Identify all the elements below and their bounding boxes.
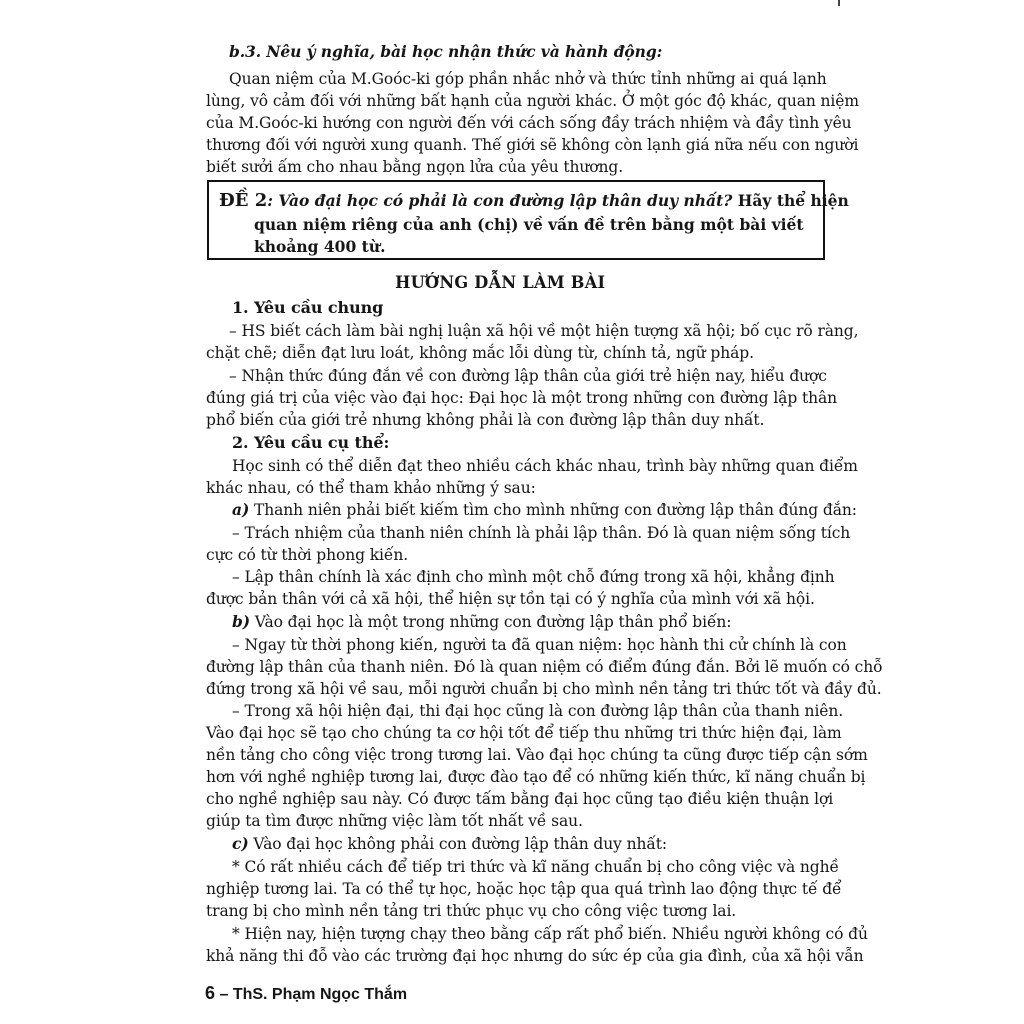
- author-name: ThS. Phạm Ngọc Thắm: [232, 986, 408, 1003]
- req-general-line-5: phổ biến của giới trẻ nhưng không phải là con đường lập thân duy nhất.: [206, 411, 765, 429]
- b-line-7: hơn với nghề nghiệp tương lai, được đào tạo để có những kiến thức, kĩ năng chuẩn bị: [206, 768, 866, 786]
- point-b-text: Vào đại học là một trong những con đường lập thân phổ biến:: [249, 613, 732, 631]
- req-specific-line-2: khác nhau, có thể tham khảo những ý sau:: [206, 479, 536, 497]
- b3-line-1: Quan niệm của M.Goóc-ki góp phần nhắc nhở và thức tỉnh những ai quá lạnh: [229, 70, 827, 88]
- a-line-2: cực có từ thời phong kiến.: [206, 546, 409, 564]
- b-line-1: – Ngay từ thời phong kiến, người ta đã quan niệm: học hành thi cử chính là con: [232, 636, 847, 654]
- a-line-1: – Trách nhiệm của thanh niên chính là phải lập thân. Đó là quan niệm sống tích: [232, 524, 851, 542]
- prompt-box: [207, 180, 849, 260]
- a-line-3: – Lập thân chính là xác định cho mình một chỗ đứng trong xã hội, khẳng định: [232, 568, 835, 586]
- prompt-label: ĐỀ 2: [219, 190, 268, 211]
- point-a: [232, 500, 857, 520]
- prompt-line-1-rest: Hãy thể hiện: [732, 191, 849, 210]
- prompt-line-3: khoảng 400 từ.: [254, 237, 386, 256]
- c-line-4: * Hiện nay, hiện tượng chạy theo bằng cấp rất phổ biến. Nhiều người không có đủ: [232, 925, 868, 943]
- point-b-label: b): [232, 612, 250, 631]
- c-line-5: khả năng thi đỗ vào các trường đại học nhưng do sức ép của gia đình, của xã hội vẫn: [206, 947, 864, 965]
- b-line-8: cho nghề nghiệp sau này. Có được tấm bằng đại học cũng tạo điều kiện thuận lợi: [206, 790, 834, 808]
- b-line-2: đường lập thân của thanh niên. Đó là quan niệm có điểm đúng đắn. Bởi lẽ muốn có chỗ: [206, 658, 883, 676]
- req-general-line-3: – Nhận thức đúng đắn về con đường lập thân của giới trẻ hiện nay, hiểu được: [229, 367, 827, 385]
- point-a-text: Thanh niên phải biết kiếm tìm cho mình những con đường lập thân đúng đắn:: [249, 501, 857, 519]
- req-general-line-1: – HS biết cách làm bài nghị luận xã hội về một hiện tượng xã hội; bố cục rõ ràng,: [229, 322, 859, 340]
- b-line-5: Vào đại học sẽ tạo cho chúng ta cơ hội tốt để tiếp thu những tri thức hiện đại, làm: [206, 724, 842, 742]
- c-line-1: * Có rất nhiều cách để tiếp tri thức và kĩ năng chuẩn bị cho công việc và nghề: [232, 858, 839, 876]
- point-c-text: Vào đại học không phải con đường lập thân duy nhất:: [248, 835, 668, 853]
- req-specific-line-1: Học sinh có thể diễn đạt theo nhiều cách khác nhau, trình bày những quan điểm: [232, 457, 858, 475]
- guide-title: HƯỚNG DẪN LÀM BÀI: [395, 273, 606, 292]
- req-specific-heading: 2. Yêu cầu cụ thể:: [232, 433, 390, 452]
- point-a-label: a): [232, 500, 250, 519]
- b3-line-2: lùng, vô cảm đối với những bất hạnh của người khác. Ở một góc độ khác, quan niệm: [206, 92, 859, 110]
- b3-line-4: thương đối với người xung quanh. Thế giới sẽ không còn lạnh giá nữa nếu con người: [206, 136, 859, 154]
- b-line-6: nền tảng cho công việc trong tương lai. Vào đại học chúng ta cũng được tiếp cận sớm: [206, 746, 868, 764]
- page-footer: [205, 983, 407, 1004]
- c-line-3: trang bị cho mình nền tảng tri thức phục vụ cho công việc tương lai.: [206, 902, 737, 920]
- point-b: [232, 612, 731, 632]
- b-line-9: giúp ta tìm được những việc làm tốt nhất về sau.: [206, 812, 583, 830]
- point-c: [232, 834, 667, 854]
- b-line-4: – Trong xã hội hiện đại, thi đại học cũng là con đường lập thân của thanh niên.: [232, 702, 844, 720]
- b-line-3: đứng trong xã hội về sau, mỗi người chuẩn bị cho mình nền tảng tri thức tốt và đầy đủ.: [206, 680, 882, 698]
- section-b3-heading: b.3. Nêu ý nghĩa, bài học nhận thức và hành động:: [229, 42, 663, 61]
- edge-mark: [838, 0, 840, 6]
- b3-line-3: của M.Goóc-ki hướng con người đến với cách sống đầy trách nhiệm và đầy tình yêu: [206, 114, 852, 132]
- req-general-line-2: chặt chẽ; diễn đạt lưu loát, không mắc lỗi dùng từ, chính tả, ngữ pháp.: [206, 344, 754, 362]
- point-c-label: c): [232, 834, 249, 853]
- c-line-2: nghiệp tương lai. Ta có thể tự học, hoặc học tập qua quá trình lao động thực tế để: [206, 880, 842, 898]
- req-general-line-4: đúng giá trị của việc vào đại học: Đại học là một trong những con đường lập thân: [206, 389, 838, 407]
- prompt-question: : Vào đại học có phải là con đường lập thân duy nhất?: [267, 191, 733, 210]
- prompt-line-2: quan niệm riêng của anh (chị) về vấn đề trên bằng một bài viết: [254, 215, 804, 234]
- prompt-line-1: [219, 190, 849, 212]
- footer-separator: –: [215, 986, 233, 1003]
- a-line-4: được bản thân với cả xã hội, thể hiện sự tồn tại có ý nghĩa của mình với xã hội.: [206, 590, 815, 608]
- req-general-heading: 1. Yêu cầu chung: [232, 298, 384, 317]
- page-number: 6: [205, 983, 216, 1003]
- b3-line-5: biết sưởi ấm cho nhau bằng ngọn lửa của yêu thương.: [206, 158, 624, 176]
